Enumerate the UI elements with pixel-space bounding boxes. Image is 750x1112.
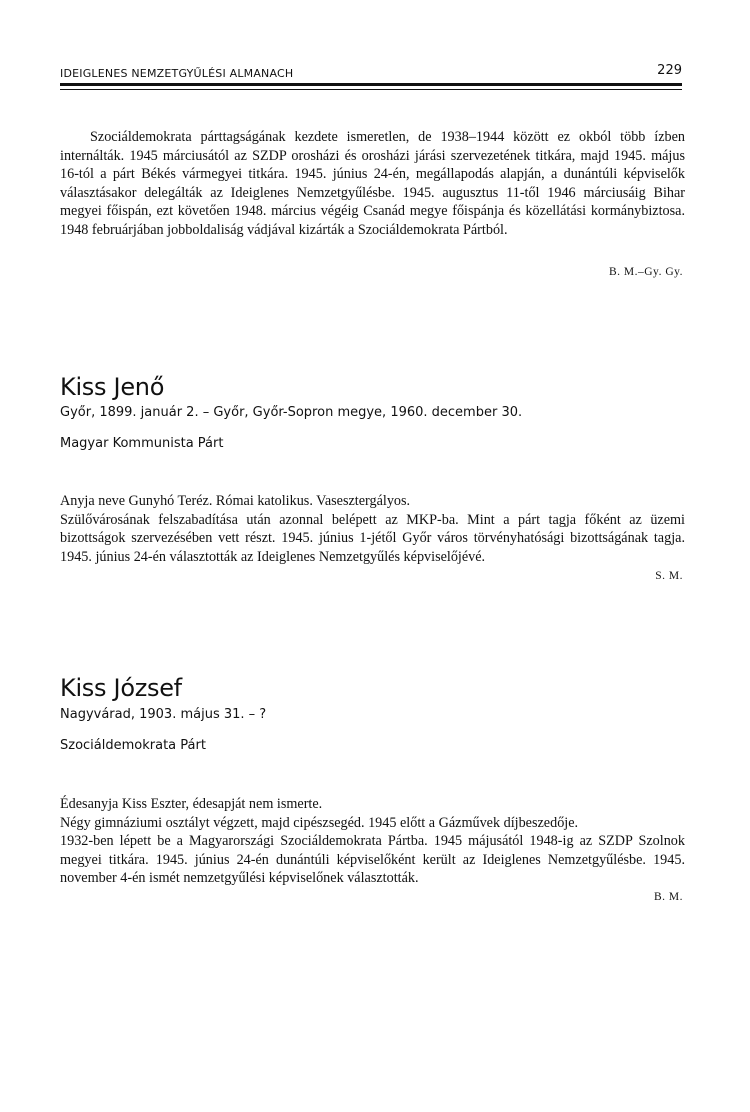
entry-party-kiss-jozsef: Szociáldemokrata Párt xyxy=(60,738,206,753)
running-header xyxy=(60,64,682,82)
entry-party-kiss-jeno: Magyar Kommunista Párt xyxy=(60,436,224,451)
entry-line: 1932-ben lépett be a Magyarországi Szociáldemokrata Pártba. 1945 májusától 1948-ig az SZDP Szolnok megyei titkára. 1945. június 24-én dunántúli képviselőként került az Ideiglenes Nemzetgyűlésbe. 1945. november 4-én ismét nemzetgyűlési képviselőnek választották. xyxy=(60,833,685,886)
entry-signature-kiss-jozsef: B. M. xyxy=(653,891,683,903)
entry-birth-death-kiss-jozsef: Nagyvárad, 1903. május 31. – ? xyxy=(60,707,267,722)
entry-birth-death-kiss-jeno: Győr, 1899. január 2. – Győr, Győr-Sopron megye, 1960. december 30. xyxy=(60,405,523,420)
entry-name-kiss-jeno: Kiss Jenő xyxy=(60,373,165,401)
entry-line: Négy gimnáziumi osztályt végzett, majd cipészsegéd. 1945 előtt a Gázművek díjbeszedője. xyxy=(60,814,579,831)
intro-paragraph-block xyxy=(60,128,685,239)
entry-line: Édesanyja Kiss Eszter, édesapját nem ismerte. xyxy=(60,796,323,812)
entry-body-kiss-jozsef xyxy=(60,795,685,888)
entry-signature-kiss-jeno: S. M. xyxy=(655,570,683,582)
intro-paragraph: Szociáldemokrata párttagságának kezdete ismeretlen, de 1938–1944 között ez okból több ízben internálták. 1945 márciusától az SZDP orosházi és orosházi járási szervezetének titkára, majd 1945. május 16-tól a párt Békés vármegyei titkára. 1945. június 24-én, megállapodás alapján, a dunántúli képviselők választásakor delegálták az Ideiglenes Nemzetgyűlésbe. 1945. augusztus 11-től 1946 márciusáig Bihar megyei főispán, ezt követően 1948. március végéig Csanád megye főispánja és közellátási kormánybiztosa. 1948 februárjában jobboldaliság vádjával kizárták a Szociáldemokrata Pártból. xyxy=(60,129,685,238)
header-rule-thin xyxy=(60,89,682,90)
intro-signature: B. M.–Gy. Gy. xyxy=(608,266,683,278)
page-number: 229 xyxy=(657,63,682,78)
entry-name-kiss-jozsef: Kiss József xyxy=(60,674,182,702)
entry-line: Anyja neve Gunyhó Teréz. Római katolikus. Vasesztergályos. xyxy=(60,493,411,509)
header-rule-thick xyxy=(60,83,682,86)
almanac-title: IDEIGLENES NEMZETGYŰLÉSI ALMANACH xyxy=(60,67,294,80)
entry-body-kiss-jeno xyxy=(60,492,685,566)
entry-line: Szülővárosának felszabadítása után azonnal belépett az MKP-ba. Mint a párt tagja főként az üzemi bizottságok szervezésében vett részt. 1945. június 1-jétől Győr város törvényhatósági bizottságának tagja. 1945. június 24-én választották az Ideiglenes Nemzetgyűlés képviselőjévé. xyxy=(60,511,685,565)
